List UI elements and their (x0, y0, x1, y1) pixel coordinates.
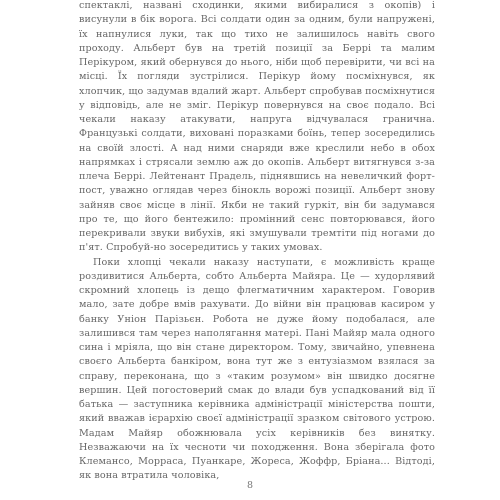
paragraph-2: Поки хлопці чекали наказу наступати, є можливість краще роздивитися Альберта, собто Альберта Майяра. Це — худорлявий скромний хлопець із дещо флегматичним характером. Говорив мало, зате добре вмів рахувати. До війни він працював касиром у банку Уніон Парізьєн. Робота не дуже йому подобалася, але залишився там через наполягання матері. Пані Майяр мала одного сина і мріяла, що він стане директором. Тому, звичайно, упевнена своєго Альберта банкіром, вона тут же з ентузіазмом взялася за справу, переконана, що з «таким розумом» він швидко досягне вершин. Цей погостоверий смак до влади був успадкований від її батька — заступника керівника адміністрації міністерства пошти, який вважав ієрархію своєї адміністрації зразком світового устрою. Мадам Майяр обожнювала усіх керівників без винятку. Незважаючи на їх чесноти чи походження. Вона зберігала фото Клемансо, Морраса, Пуанкаре, Жореса, Жоффр, Бріана... Відтоді, як вона втратила чоловіка, (79, 256, 435, 482)
body-text (79, 0, 435, 484)
paragraph-1: спектаклі, названі сходинки, якими вибиралися з окопів) і висунули в бік ворога. Всі солдати один за одним, були напружені, їх напнулися луки, так що тихо не залишилось навіть свого проходу. Альберт був на третій позиції за Беррі та малим Перікуром, який обернувся до нього, ніби щоб перевірити, чи всі на місці. Їх погляди зустрілися. Перікур йому посміхнувся, як хлопчик, що задумав вдалий жарт. Альберт спробував посміхнутися у відповідь, але не зміг. Перікур повернувся на своє подало. Всі чекали наказу атакувати, напруга відчувалася гранична. Французькі солдати, виховані поразками боїнь, тепер зосередились на своїй злості. А над ними снаряди вже креслили небо в обох напрямках і стрясали землю аж до окопів. Альберт витягнувся з-за плеча Беррі. Лейтенант Прадель, піднявшись на невеличкий форт-пост, уважно оглядав через бінокль ворожі позиції. Альберт знову зайняв своє місце в лінії. Якби не такий гуркіт, він би задумався про те, що його бентежило: промінний сенс повторювався, його перекривали звуки вибухів, які змушували тремтіти під ногами до п'ят. Спробуй-но зосередитись у таких умовах. (79, 0, 435, 254)
page-number: 8 (246, 480, 254, 491)
